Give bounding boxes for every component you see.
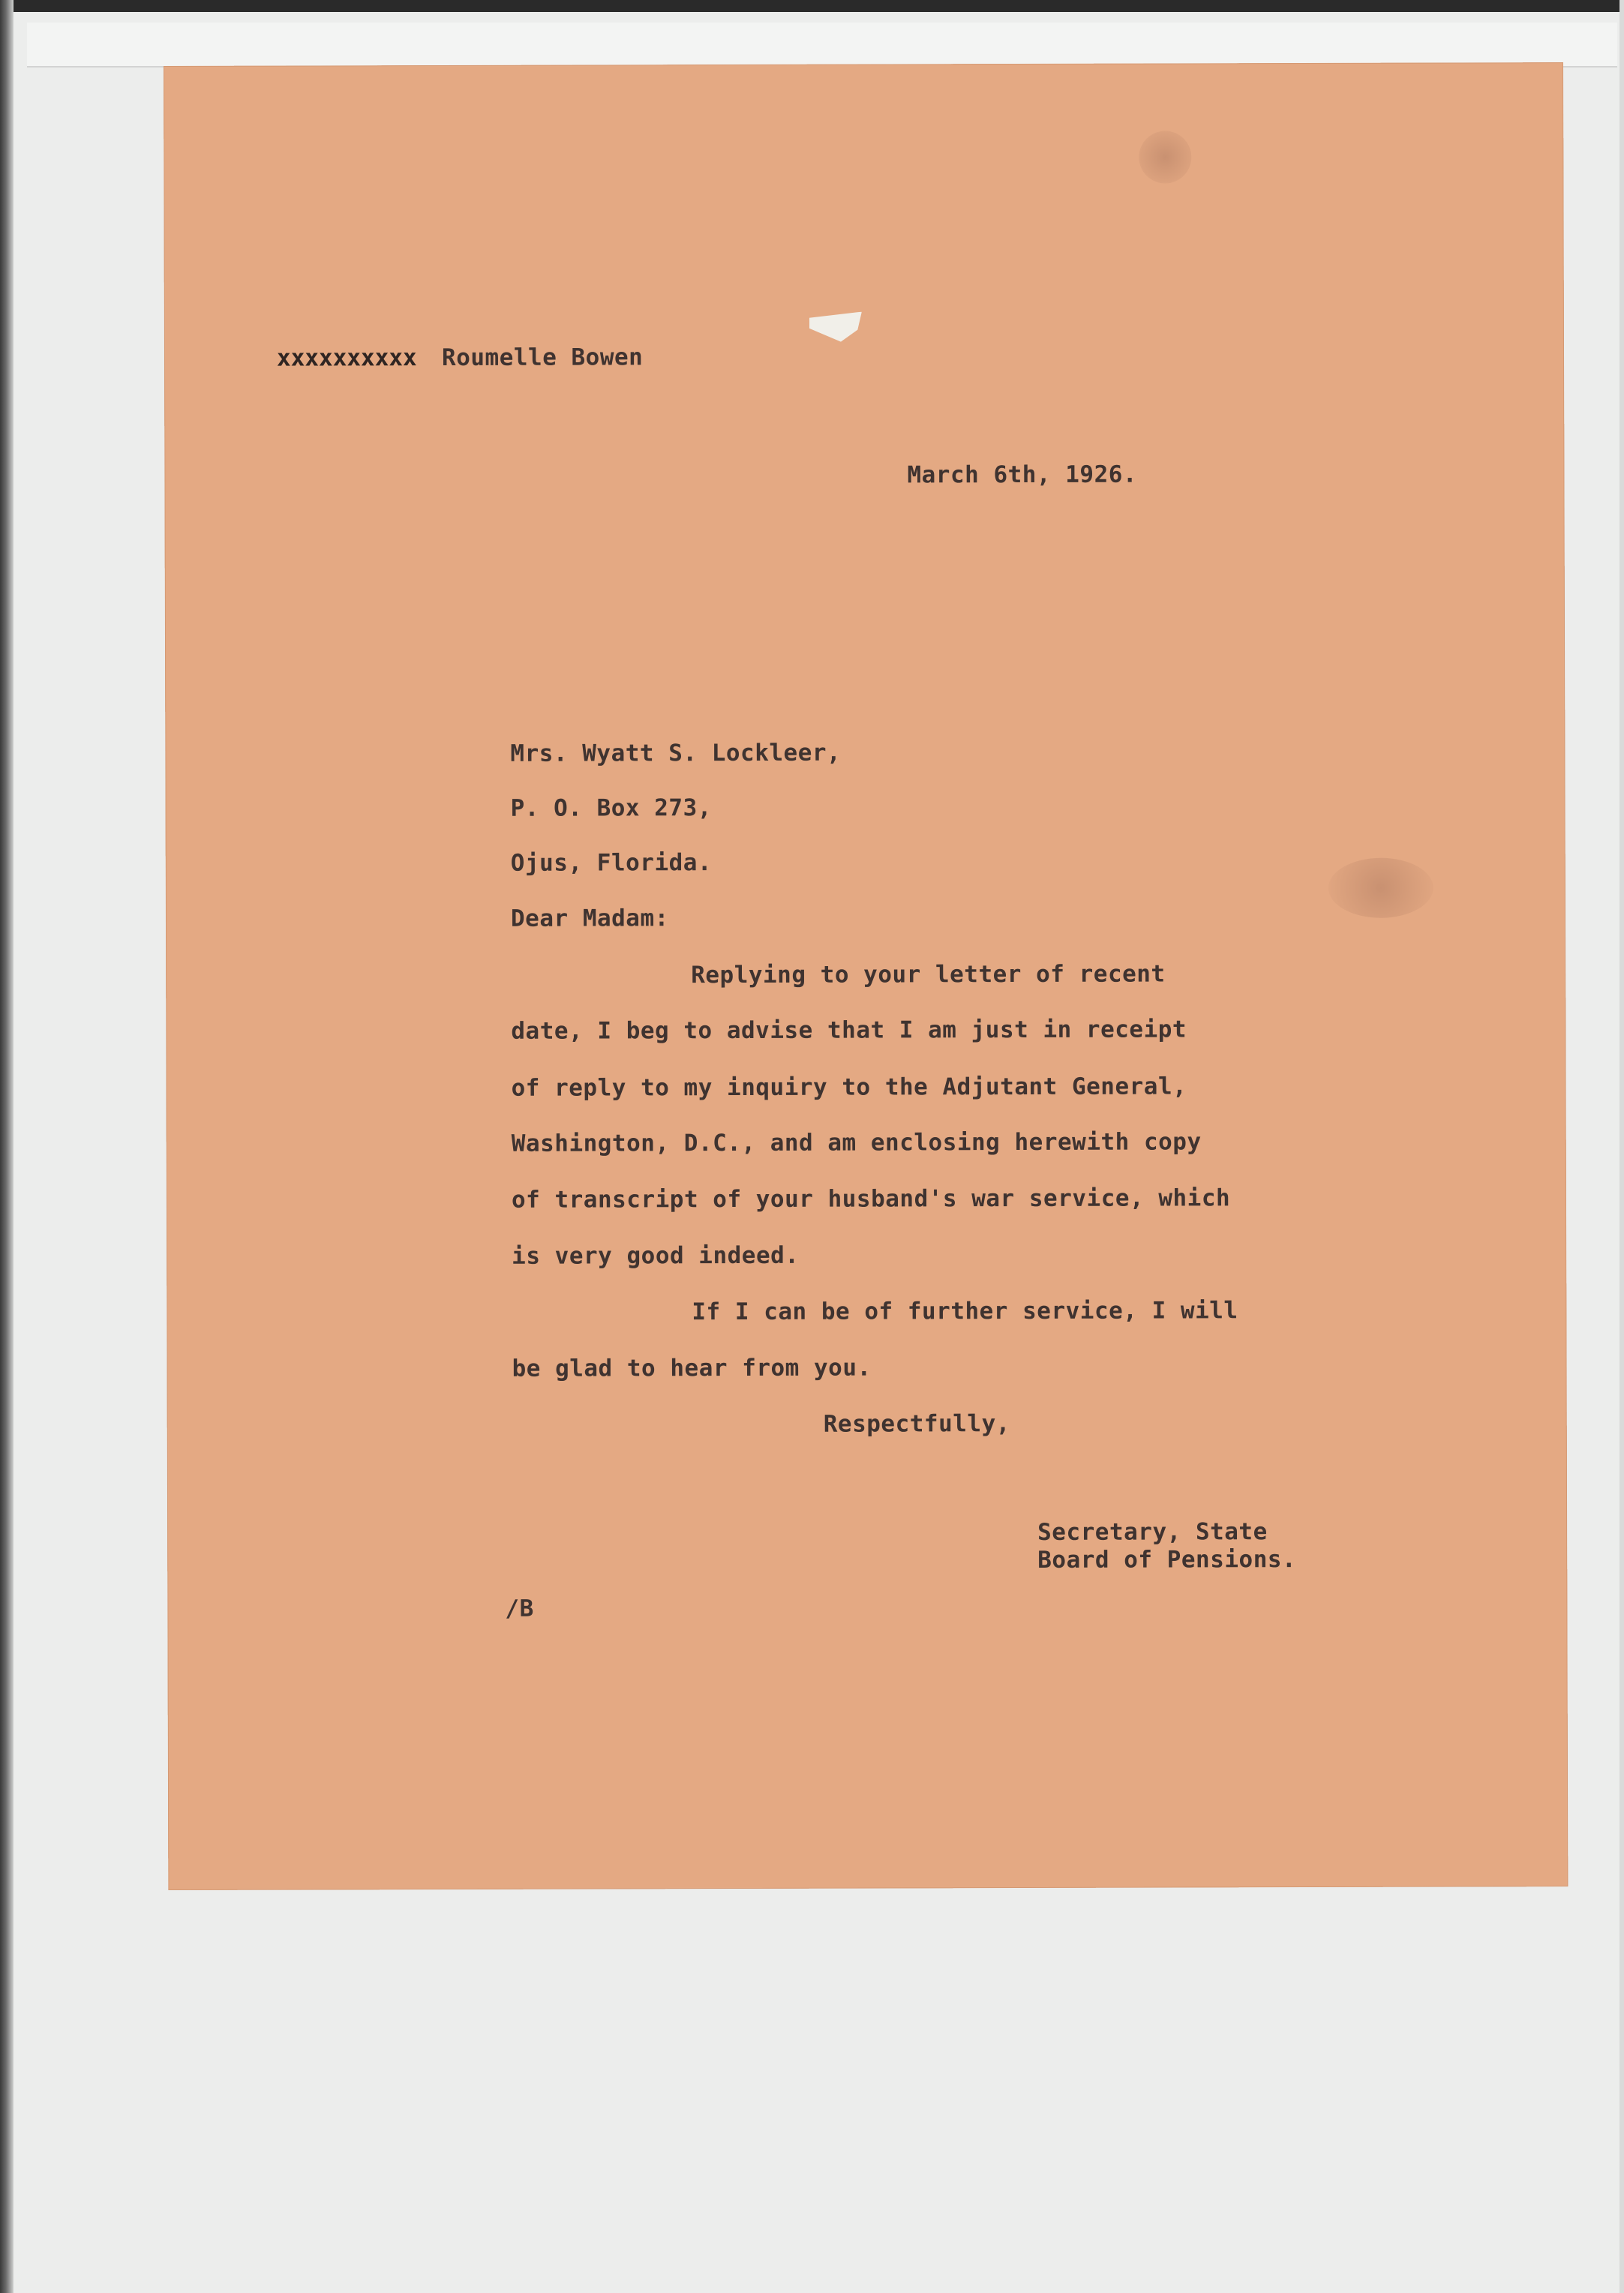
recipient-line-3: Ojus, Florida.: [510, 849, 713, 877]
body-line: is very good indeed.: [512, 1241, 800, 1270]
header-strikeout: xxxxxxxxxx: [276, 344, 417, 372]
body-line: Replying to your letter of recent: [691, 960, 1166, 989]
scan-backing-strip: [27, 23, 1617, 68]
recipient-line-2: P. O. Box 273,: [510, 794, 712, 822]
body-line: of transcript of your husband's war service, which: [511, 1184, 1231, 1214]
closing: Respectfully,: [823, 1410, 1010, 1438]
recipient-line-1: Mrs. Wyatt S. Lockleer,: [510, 739, 842, 767]
paper-smudge: [1328, 858, 1433, 918]
typist-initials: /B: [505, 1595, 534, 1622]
body-line: be glad to hear from you.: [512, 1354, 872, 1382]
paper-smudge: [1139, 131, 1191, 183]
body-line: Washington, D.C., and am enclosing herewith copy: [511, 1128, 1202, 1157]
scan-border-left: [0, 0, 14, 2293]
header-name: Roumelle Bowen: [441, 344, 644, 372]
signature-line-1: Secretary, State: [1037, 1518, 1268, 1546]
scan-border-right: [1619, 0, 1624, 2293]
body-line: of reply to my inquiry to the Adjutant General,: [511, 1073, 1187, 1102]
scan-border-top: [0, 0, 1624, 12]
letter-sheet: [164, 62, 1568, 1890]
signature-line-2: Board of Pensions.: [1037, 1546, 1297, 1574]
body-line: If I can be of further service, I will: [692, 1297, 1238, 1326]
paper-tear-mark: [809, 312, 862, 342]
letter-date: March 6th, 1926.: [907, 461, 1138, 489]
body-line: date, I beg to advise that I am just in receipt: [511, 1016, 1187, 1045]
salutation: Dear Madam:: [510, 905, 669, 932]
